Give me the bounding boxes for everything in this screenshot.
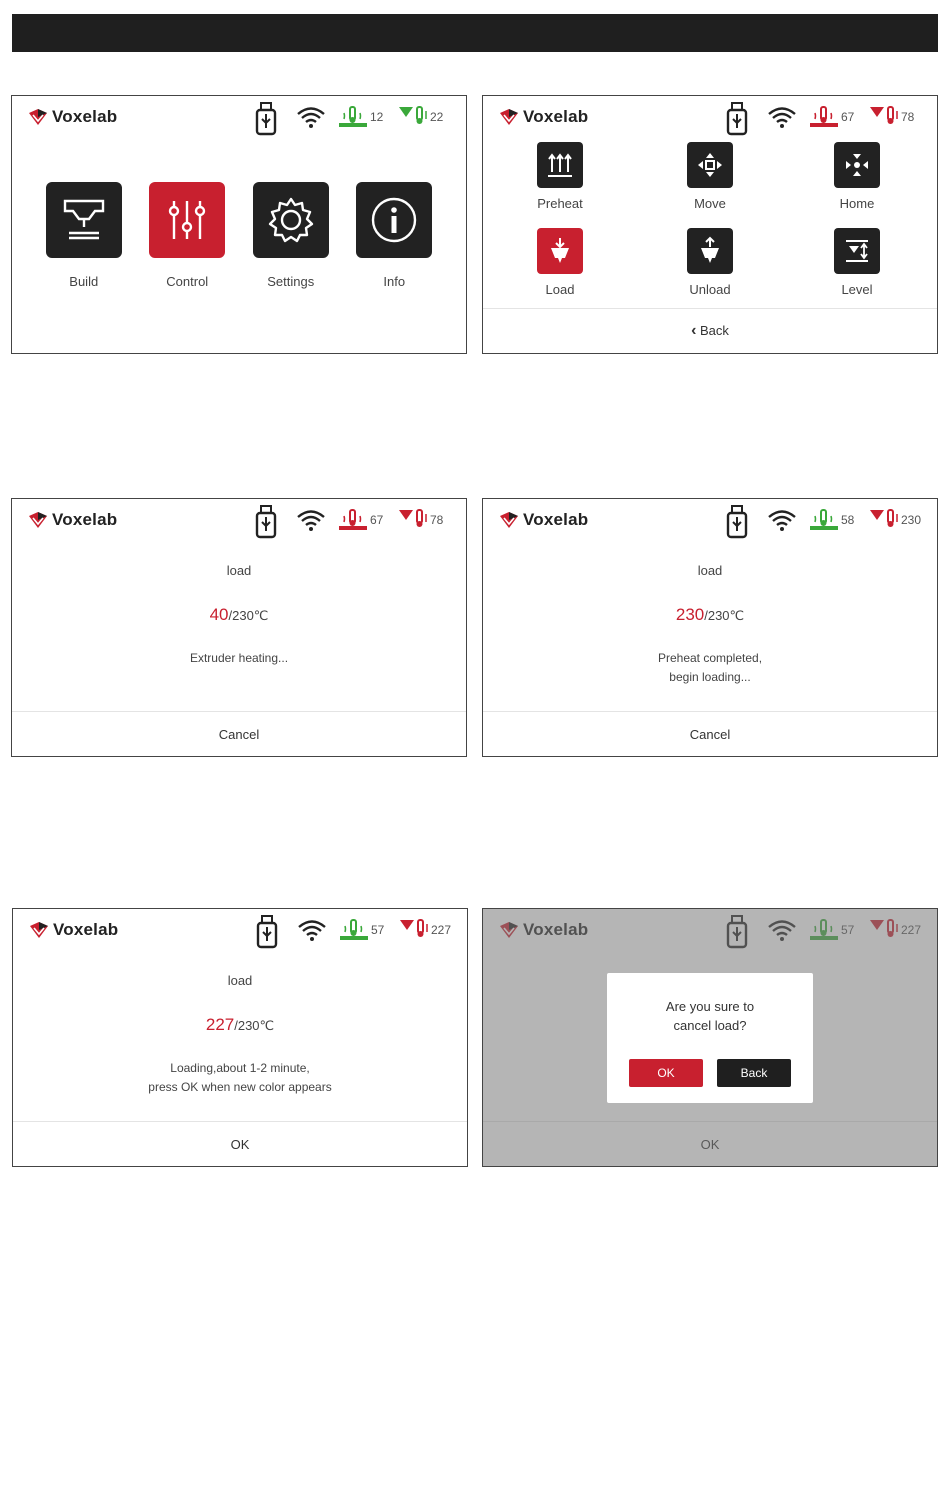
status-message-line1: Loading,about 1-2 minute, bbox=[170, 1061, 310, 1075]
nozzle-thermometer-icon bbox=[869, 508, 901, 532]
brand-logo bbox=[499, 510, 588, 530]
usb-icon[interactable] bbox=[255, 915, 279, 949]
level-button[interactable] bbox=[807, 228, 907, 297]
dialog-ok-button[interactable]: OK bbox=[629, 1059, 703, 1087]
bed-temp bbox=[339, 918, 384, 942]
status-message: Extruder heating... bbox=[189, 651, 289, 665]
screen-load-heating bbox=[11, 498, 467, 757]
control-label: Control bbox=[166, 274, 209, 289]
nozzle-thermometer-icon bbox=[869, 105, 901, 129]
nozzle-temp-value: 78 bbox=[901, 110, 915, 124]
wifi-icon[interactable] bbox=[767, 106, 797, 130]
dialog-message bbox=[607, 997, 813, 1035]
status-header bbox=[483, 499, 937, 545]
bed-thermometer-icon bbox=[338, 105, 370, 129]
bed-temp-value: 67 bbox=[841, 110, 855, 124]
bed-temp-value: 57 bbox=[371, 923, 385, 937]
brand-logo bbox=[28, 107, 117, 127]
target-temp: /230℃ bbox=[228, 608, 269, 623]
home-button[interactable] bbox=[807, 142, 907, 211]
temperature-readout bbox=[13, 1015, 467, 1035]
target-temp: /230℃ bbox=[234, 1018, 275, 1033]
usb-icon[interactable] bbox=[254, 505, 278, 539]
unload-label: Unload bbox=[689, 282, 731, 297]
page-title: load bbox=[227, 973, 253, 988]
voxelab-logo-icon bbox=[29, 921, 49, 939]
current-temp: 40 bbox=[209, 605, 229, 624]
home-icon bbox=[834, 142, 880, 188]
gear-icon bbox=[253, 182, 329, 258]
bed-thermometer-icon bbox=[339, 918, 371, 942]
wifi-icon[interactable] bbox=[297, 919, 327, 943]
nozzle-temp-value: 78 bbox=[430, 513, 444, 527]
level-label: Level bbox=[841, 282, 873, 297]
bed-temp-value: 58 bbox=[841, 513, 855, 527]
bed-temp bbox=[338, 105, 383, 129]
nozzle-temp bbox=[869, 105, 914, 129]
usb-icon[interactable] bbox=[254, 102, 278, 136]
footer-divider bbox=[13, 1121, 467, 1122]
bed-temp bbox=[338, 508, 383, 532]
nozzle-temp bbox=[398, 105, 443, 129]
nozzle-temp bbox=[399, 918, 451, 942]
move-icon bbox=[687, 142, 733, 188]
footer-divider bbox=[483, 308, 937, 309]
unload-button[interactable] bbox=[660, 228, 760, 297]
brand-name: Voxelab bbox=[523, 510, 589, 529]
status-message bbox=[13, 1059, 467, 1097]
nozzle-thermometer-icon bbox=[398, 508, 430, 532]
status-message bbox=[483, 649, 937, 687]
unload-icon bbox=[687, 228, 733, 274]
bed-temp bbox=[809, 105, 854, 129]
nozzle-thermometer-icon bbox=[398, 105, 430, 129]
build-icon bbox=[46, 182, 122, 258]
screen-load-cancel-confirm bbox=[482, 908, 938, 1167]
brand-logo bbox=[499, 107, 588, 127]
preheat-button[interactable] bbox=[510, 142, 610, 211]
ok-button[interactable]: OK bbox=[230, 1137, 250, 1152]
status-header bbox=[13, 909, 467, 955]
status-message-line2: press OK when new color appears bbox=[148, 1080, 332, 1094]
confirm-dialog bbox=[607, 973, 813, 1103]
nozzle-temp bbox=[869, 508, 921, 532]
bed-thermometer-icon bbox=[338, 508, 370, 532]
bed-temp-value: 67 bbox=[370, 513, 384, 527]
build-label: Build bbox=[69, 274, 99, 289]
brand-logo bbox=[28, 510, 117, 530]
status-header bbox=[12, 96, 466, 142]
temperature-readout bbox=[12, 605, 466, 625]
move-button[interactable] bbox=[660, 142, 760, 211]
current-temp: 230 bbox=[675, 605, 705, 624]
status-header bbox=[12, 499, 466, 545]
move-label: Move bbox=[694, 196, 726, 211]
status-message-line1: Preheat completed, bbox=[657, 651, 763, 665]
voxelab-logo-icon bbox=[499, 108, 519, 126]
voxelab-logo-icon bbox=[499, 511, 519, 529]
preheat-label: Preheat bbox=[537, 196, 583, 211]
footer-divider bbox=[483, 711, 937, 712]
dialog-message-line2: cancel load? bbox=[673, 1018, 747, 1033]
nozzle-temp bbox=[398, 508, 443, 532]
target-temp: /230℃ bbox=[704, 608, 745, 623]
control-button[interactable] bbox=[142, 182, 232, 289]
settings-label: Settings bbox=[267, 274, 315, 289]
back-label: Back bbox=[700, 323, 729, 338]
bed-thermometer-icon bbox=[809, 105, 841, 129]
cancel-button[interactable]: Cancel bbox=[689, 727, 731, 742]
bed-temp bbox=[809, 508, 854, 532]
nozzle-temp-value: 22 bbox=[430, 110, 444, 124]
control-sliders-icon bbox=[149, 182, 225, 258]
brand-name: Voxelab bbox=[52, 510, 118, 529]
home-label: Home bbox=[839, 196, 875, 211]
footer-divider bbox=[12, 711, 466, 712]
temperature-readout bbox=[483, 605, 937, 625]
brand-name: Voxelab bbox=[523, 107, 589, 126]
wifi-icon[interactable] bbox=[296, 509, 326, 533]
nozzle-thermometer-icon bbox=[399, 918, 431, 942]
load-icon bbox=[537, 228, 583, 274]
top-banner bbox=[12, 14, 938, 52]
bed-thermometer-icon bbox=[809, 508, 841, 532]
status-header bbox=[483, 96, 937, 142]
info-button[interactable] bbox=[349, 182, 439, 289]
screen-load-loading bbox=[12, 908, 468, 1167]
nozzle-temp-value: 227 bbox=[431, 923, 452, 937]
build-button[interactable] bbox=[39, 182, 129, 289]
usb-icon[interactable] bbox=[725, 102, 749, 136]
brand-logo bbox=[29, 920, 118, 940]
chevron-left-icon: ‹ bbox=[691, 322, 697, 339]
bed-temp-value: 12 bbox=[370, 110, 384, 124]
nozzle-temp-value: 230 bbox=[901, 513, 922, 527]
level-icon bbox=[834, 228, 880, 274]
status-message-line2: begin loading... bbox=[669, 670, 751, 684]
back-button[interactable] bbox=[483, 322, 937, 340]
screen-control bbox=[482, 95, 938, 354]
brand-name: Voxelab bbox=[53, 920, 119, 939]
dialog-back-button[interactable]: Back bbox=[717, 1059, 791, 1087]
load-button[interactable] bbox=[510, 228, 610, 297]
screen-load-preheated bbox=[482, 498, 938, 757]
page-title: load bbox=[226, 563, 252, 578]
voxelab-logo-icon bbox=[28, 108, 48, 126]
cancel-button[interactable]: Cancel bbox=[218, 727, 260, 742]
current-temp: 227 bbox=[205, 1015, 235, 1034]
wifi-icon[interactable] bbox=[767, 509, 797, 533]
usb-icon[interactable] bbox=[725, 505, 749, 539]
info-label: Info bbox=[383, 274, 406, 289]
info-icon bbox=[356, 182, 432, 258]
wifi-icon[interactable] bbox=[296, 106, 326, 130]
settings-button[interactable] bbox=[246, 182, 336, 289]
dialog-message-line1: Are you sure to bbox=[665, 999, 755, 1014]
load-label: Load bbox=[545, 282, 575, 297]
preheat-icon bbox=[537, 142, 583, 188]
screen-home bbox=[11, 95, 467, 354]
voxelab-logo-icon bbox=[28, 511, 48, 529]
page-title: load bbox=[697, 563, 723, 578]
brand-name: Voxelab bbox=[52, 107, 118, 126]
